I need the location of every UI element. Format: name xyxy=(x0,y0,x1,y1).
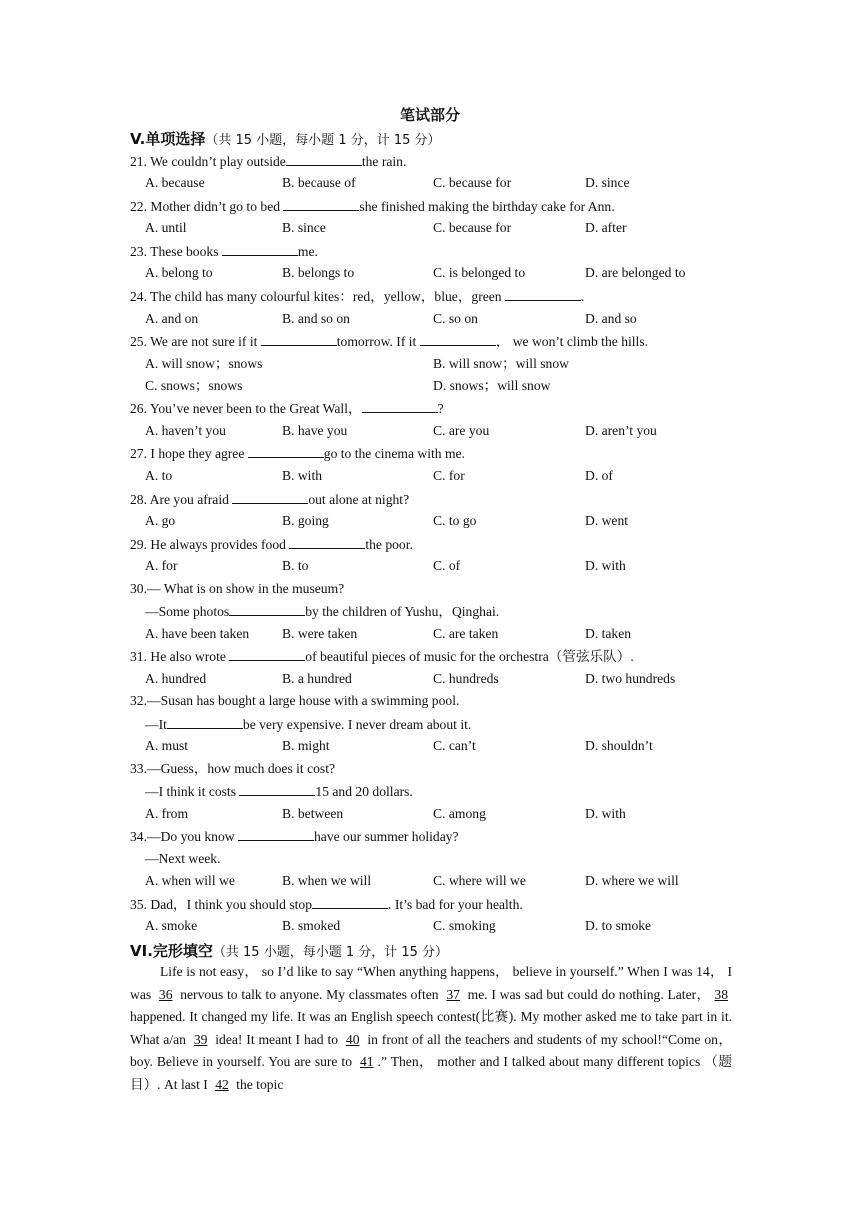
section-heading-single-choice: V.单项选择（共 15 小题，每小题 1 分，计 15 分） xyxy=(130,130,441,148)
option-33b: B. between xyxy=(282,806,344,821)
blank-42: 42 xyxy=(215,1076,229,1092)
section-heading-cloze: VI.完形填空（共 15 小题，每小题 1 分，计 15 分） xyxy=(130,942,449,960)
question-31: 31. He also wrote of beautiful pieces of music for the orchestra（管弦乐队）. xyxy=(130,649,634,664)
option-22c: C. because for xyxy=(433,220,512,235)
option-26c: C. are you xyxy=(433,423,490,438)
page-title: 笔试部分 xyxy=(399,106,460,124)
option-30a: A. have been taken xyxy=(145,626,250,641)
option-29b: B. to xyxy=(282,558,309,573)
question-34: 34.—Do you know have our summer holiday? xyxy=(130,829,459,844)
option-28d: D. went xyxy=(585,513,629,528)
question-28: 28. Are you afraid out alone at night? xyxy=(130,492,410,507)
option-29a: A. for xyxy=(145,558,178,573)
option-29c: C. of xyxy=(433,558,461,573)
blank-41: 41 xyxy=(359,1054,374,1070)
option-25b: B. will snow；will snow xyxy=(433,356,569,371)
option-32a: A. must xyxy=(145,738,189,753)
option-33a: A. from xyxy=(145,806,189,821)
option-30d: D. taken xyxy=(585,626,632,641)
option-31d: D. two hundreds xyxy=(585,671,676,686)
question-27: 27. I hope they agree go to the cinema with me. xyxy=(130,446,465,461)
option-26a: A. haven’t you xyxy=(145,423,226,438)
blank-37: 37 xyxy=(446,986,460,1002)
option-23d: D. are belonged to xyxy=(585,265,686,280)
option-24b: B. and so on xyxy=(282,311,350,326)
option-28b: B. going xyxy=(282,513,329,528)
option-30b: B. were taken xyxy=(282,626,358,641)
question-33: 33.—Guess，how much does it cost? xyxy=(130,761,336,776)
question-33-reply: —I think it costs 15 and 20 dollars. xyxy=(145,784,413,799)
question-32: 32.—Susan has bought a large house with a swimming pool. xyxy=(130,693,460,708)
option-29d: D. with xyxy=(585,558,626,573)
option-27b: B. with xyxy=(282,468,323,483)
option-25c: C. snows；snows xyxy=(145,378,243,393)
option-21d: D. since xyxy=(585,175,630,190)
option-35a: A. smoke xyxy=(145,918,198,933)
question-35: 35. Dad，I think you should stop . It’s bad for your health. xyxy=(130,897,523,912)
option-35d: D. to smoke xyxy=(585,918,652,933)
option-24c: C. so on xyxy=(433,311,478,326)
option-33d: D. with xyxy=(585,806,626,821)
option-21b: B. because of xyxy=(282,175,356,190)
cloze-passage: Life is not easy， so I’d like to say “When anything happens， believe in yourself.” When I was 14， I was 36 nervous to talk to anyone. My classmates often 37 me. I was sad but could do nothing. Later， 38 happened. It changed my life. It was an English speech contest(比赛). My mother asked me to take part in it. What a/an 39 idea! It meant I had to 40 in front of all the teachers and students of my school!“Come on， boy. Believe in yourself. You are sure to 41 .” Then， mother and I talked about many different topics （题目）. At last I 42 the topic xyxy=(130,964,732,1092)
option-26b: B. have you xyxy=(282,423,348,438)
question-25: 25. We are not sure if it tomorrow. If it ， we won’t climb the hills. xyxy=(130,334,649,349)
option-35b: B. smoked xyxy=(282,918,341,933)
option-26d: D. aren’t you xyxy=(585,423,657,438)
option-22d: D. after xyxy=(585,220,627,235)
option-23c: C. is belonged to xyxy=(433,265,526,280)
option-21a: A. because xyxy=(145,175,205,190)
option-28c: C. to go xyxy=(433,513,477,528)
question-26: 26. You’ve never been to the Great Wall， ? xyxy=(130,401,444,416)
question-29: 29. He always provides food the poor. xyxy=(130,537,413,552)
option-24a: A. and on xyxy=(145,311,199,326)
option-34a: A. when will we xyxy=(145,873,235,888)
question-30-reply: —Some photos by the children of Yushu，Qinghai. xyxy=(145,604,500,619)
option-25a: A. will snow；snows xyxy=(145,356,263,371)
option-31c: C. hundreds xyxy=(433,671,499,686)
option-32b: B. might xyxy=(282,738,330,753)
option-27a: A. to xyxy=(145,468,173,483)
question-22: 22. Mother didn’t go to bed she finished making the birthday cake for Ann. xyxy=(130,199,615,214)
option-22a: A. until xyxy=(145,220,187,235)
option-27c: C. for xyxy=(433,468,465,483)
question-32-reply: —It be very expensive. I never dream about it. xyxy=(145,717,472,732)
question-34-reply: —Next week. xyxy=(145,851,221,866)
option-25d: D. snows；will snow xyxy=(433,378,551,393)
option-34c: C. where will we xyxy=(433,873,526,888)
option-32c: C. can’t xyxy=(433,738,476,753)
blank-36: 36 xyxy=(158,986,173,1002)
option-30c: C. are taken xyxy=(433,626,499,641)
option-31a: A. hundred xyxy=(145,671,207,686)
blank-38: 38 xyxy=(714,986,728,1002)
question-30: 30.— What is on show in the museum? xyxy=(130,581,345,596)
option-23b: B. belongs to xyxy=(282,265,355,280)
question-23: 23. These books me. xyxy=(130,244,318,259)
option-34d: D. where we will xyxy=(585,873,679,888)
blank-40: 40 xyxy=(345,1031,360,1047)
option-34b: B. when we will xyxy=(282,873,372,888)
option-27d: D. of xyxy=(585,468,613,483)
option-35c: C. smoking xyxy=(433,918,496,933)
option-21c: C. because for xyxy=(433,175,512,190)
option-33c: C. among xyxy=(433,806,486,821)
blank-39: 39 xyxy=(193,1031,208,1047)
option-28a: A. go xyxy=(145,513,176,528)
question-21: 21. We couldn’t play outside the rain. xyxy=(130,154,407,169)
option-23a: A. belong to xyxy=(145,265,213,280)
option-32d: D. shouldn’t xyxy=(585,738,653,753)
question-24: 24. The child has many colourful kites：red，yellow，blue，green . xyxy=(130,289,585,304)
option-22b: B. since xyxy=(282,220,326,235)
option-24d: D. and so xyxy=(585,311,637,326)
option-31b: B. a hundred xyxy=(282,671,352,686)
